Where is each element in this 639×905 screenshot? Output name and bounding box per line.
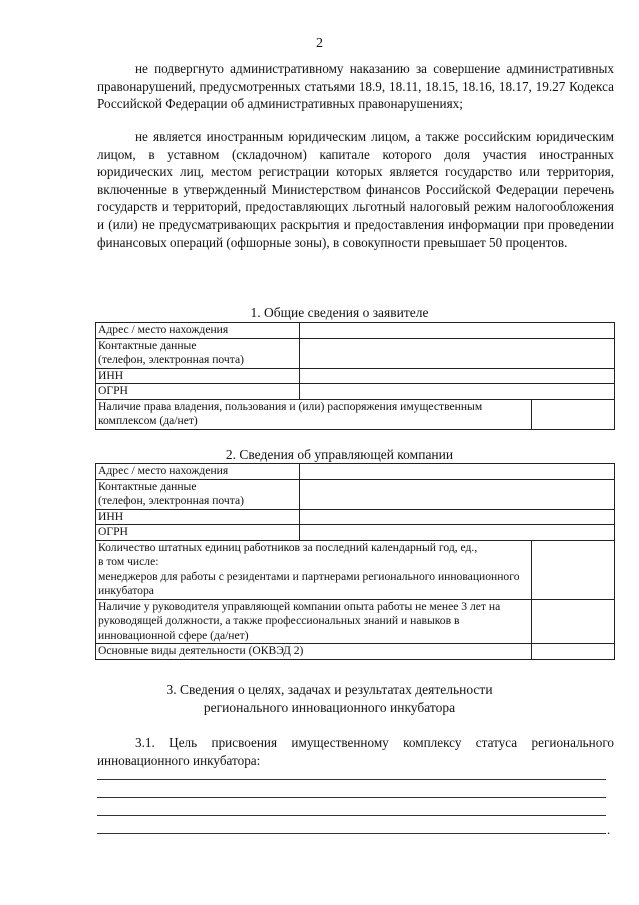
applicant-info-table — [95, 322, 615, 430]
section-3-title-line-2: регионального инновационного инкубатора — [203, 699, 456, 715]
row-label-staff-line-1: Количество штатных единиц работников за последний календарный год, ед., — [98, 540, 478, 554]
row-label-staff-line-2: в том числе: — [98, 555, 159, 568]
row-label-staff — [96, 540, 532, 599]
table-row — [96, 540, 615, 599]
row-label-okved: Основные виды деятельности (ОКВЭД 2) — [96, 644, 532, 660]
item-3-1-text: 3.1. Цель присвоения имущественному комплексу статуса регионального инновационного инкубатора: — [97, 735, 614, 768]
company-experience-field[interactable] — [532, 599, 615, 644]
row-label-address: Адрес / место нахождения — [96, 464, 300, 480]
table-row — [96, 644, 615, 660]
row-label-contacts — [96, 338, 300, 368]
applicant-ownership-field[interactable] — [532, 399, 615, 429]
intro-paragraph-2: не является иностранным юридическим лицом, а также российским юридическим лицом, в уставном (складочном) капитале которого доля участия иностранных юридических лиц, местом регистрации которых является государство или территория, включенные в утвержденный Министерством финансов Российской Федерации перечень государств и территорий, предоставляющих льготный налоговый режим налогообложения и (или) не предусматривающих раскрытия и предоставления информации при проведении финансовых операций (офшорные зоны), в совокупности превышает 50 процентов. — [97, 129, 614, 250]
table-row — [96, 479, 615, 509]
table-row — [96, 399, 615, 429]
table-row — [96, 368, 615, 384]
applicant-ogrn-field[interactable] — [299, 384, 614, 400]
table-row — [96, 599, 615, 644]
answer-line-1[interactable] — [97, 779, 606, 780]
table-row — [96, 509, 615, 525]
section-3-title-line-1: 3. Сведения о целях, задачах и результатах деятельности — [166, 682, 493, 697]
company-okved-field[interactable] — [532, 644, 615, 660]
management-company-table — [95, 463, 615, 660]
row-label-ogrn: ОГРН — [96, 384, 300, 400]
section-2-title: 2. Сведения об управляющей компании — [225, 447, 454, 462]
table-row — [96, 525, 615, 541]
company-staff-field[interactable] — [532, 540, 615, 599]
applicant-inn-field[interactable] — [299, 368, 614, 384]
answer-line-2[interactable] — [97, 797, 606, 798]
page-number: 2 — [316, 36, 323, 51]
company-contacts-field[interactable] — [299, 479, 614, 509]
applicant-contacts-field[interactable] — [299, 338, 614, 368]
applicant-address-field[interactable] — [299, 323, 614, 339]
table-row — [96, 384, 615, 400]
table-row — [96, 323, 615, 339]
end-mark: . — [607, 822, 611, 837]
company-ogrn-field[interactable] — [299, 525, 614, 541]
row-label-experience: Наличие у руководителя управляющей компании опыта работы не менее 3 лет на руководящей должности, а также профессиональных знаний и навыков в инновационной сфере (да/нет) — [96, 599, 532, 644]
row-label-contacts-line-1: Контактные данные — [98, 338, 197, 352]
row-label-contacts-line-2: (телефон, электронная почта) — [98, 353, 244, 366]
row-label-contacts-line-1: Контактные данные — [98, 479, 197, 493]
table-row — [96, 338, 615, 368]
row-label-ownership: Наличие права владения, пользования и (или) распоряжения имущественным комплексом (да/нет) — [96, 399, 532, 429]
row-label-address: Адрес / место нахождения — [96, 323, 300, 339]
table-row — [96, 464, 615, 480]
answer-line-3[interactable] — [97, 815, 606, 816]
company-address-field[interactable] — [299, 464, 614, 480]
intro-paragraph-1: не подвергнуто административному наказанию за совершение административных правонарушений, предусмотренных статьями 18.9, 18.11, 18.15, 18.16, 18.17, 19.27 Кодекса Российской Федерации об административных правонарушениях; — [97, 61, 614, 112]
row-label-contacts-line-2: (телефон, электронная почта) — [98, 494, 244, 507]
row-label-contacts — [96, 479, 300, 509]
row-label-ogrn: ОГРН — [96, 525, 300, 541]
company-inn-field[interactable] — [299, 509, 614, 525]
row-label-inn: ИНН — [96, 509, 300, 525]
answer-line-4[interactable] — [97, 833, 606, 834]
section-3-title — [10, 681, 639, 716]
row-label-staff-line-3: менеджеров для работы с резидентами и партнерами регионального инновационного инкубатора — [98, 569, 520, 597]
row-label-inn: ИНН — [96, 368, 300, 384]
section-1-title: 1. Общие сведения о заявителе — [250, 305, 429, 320]
